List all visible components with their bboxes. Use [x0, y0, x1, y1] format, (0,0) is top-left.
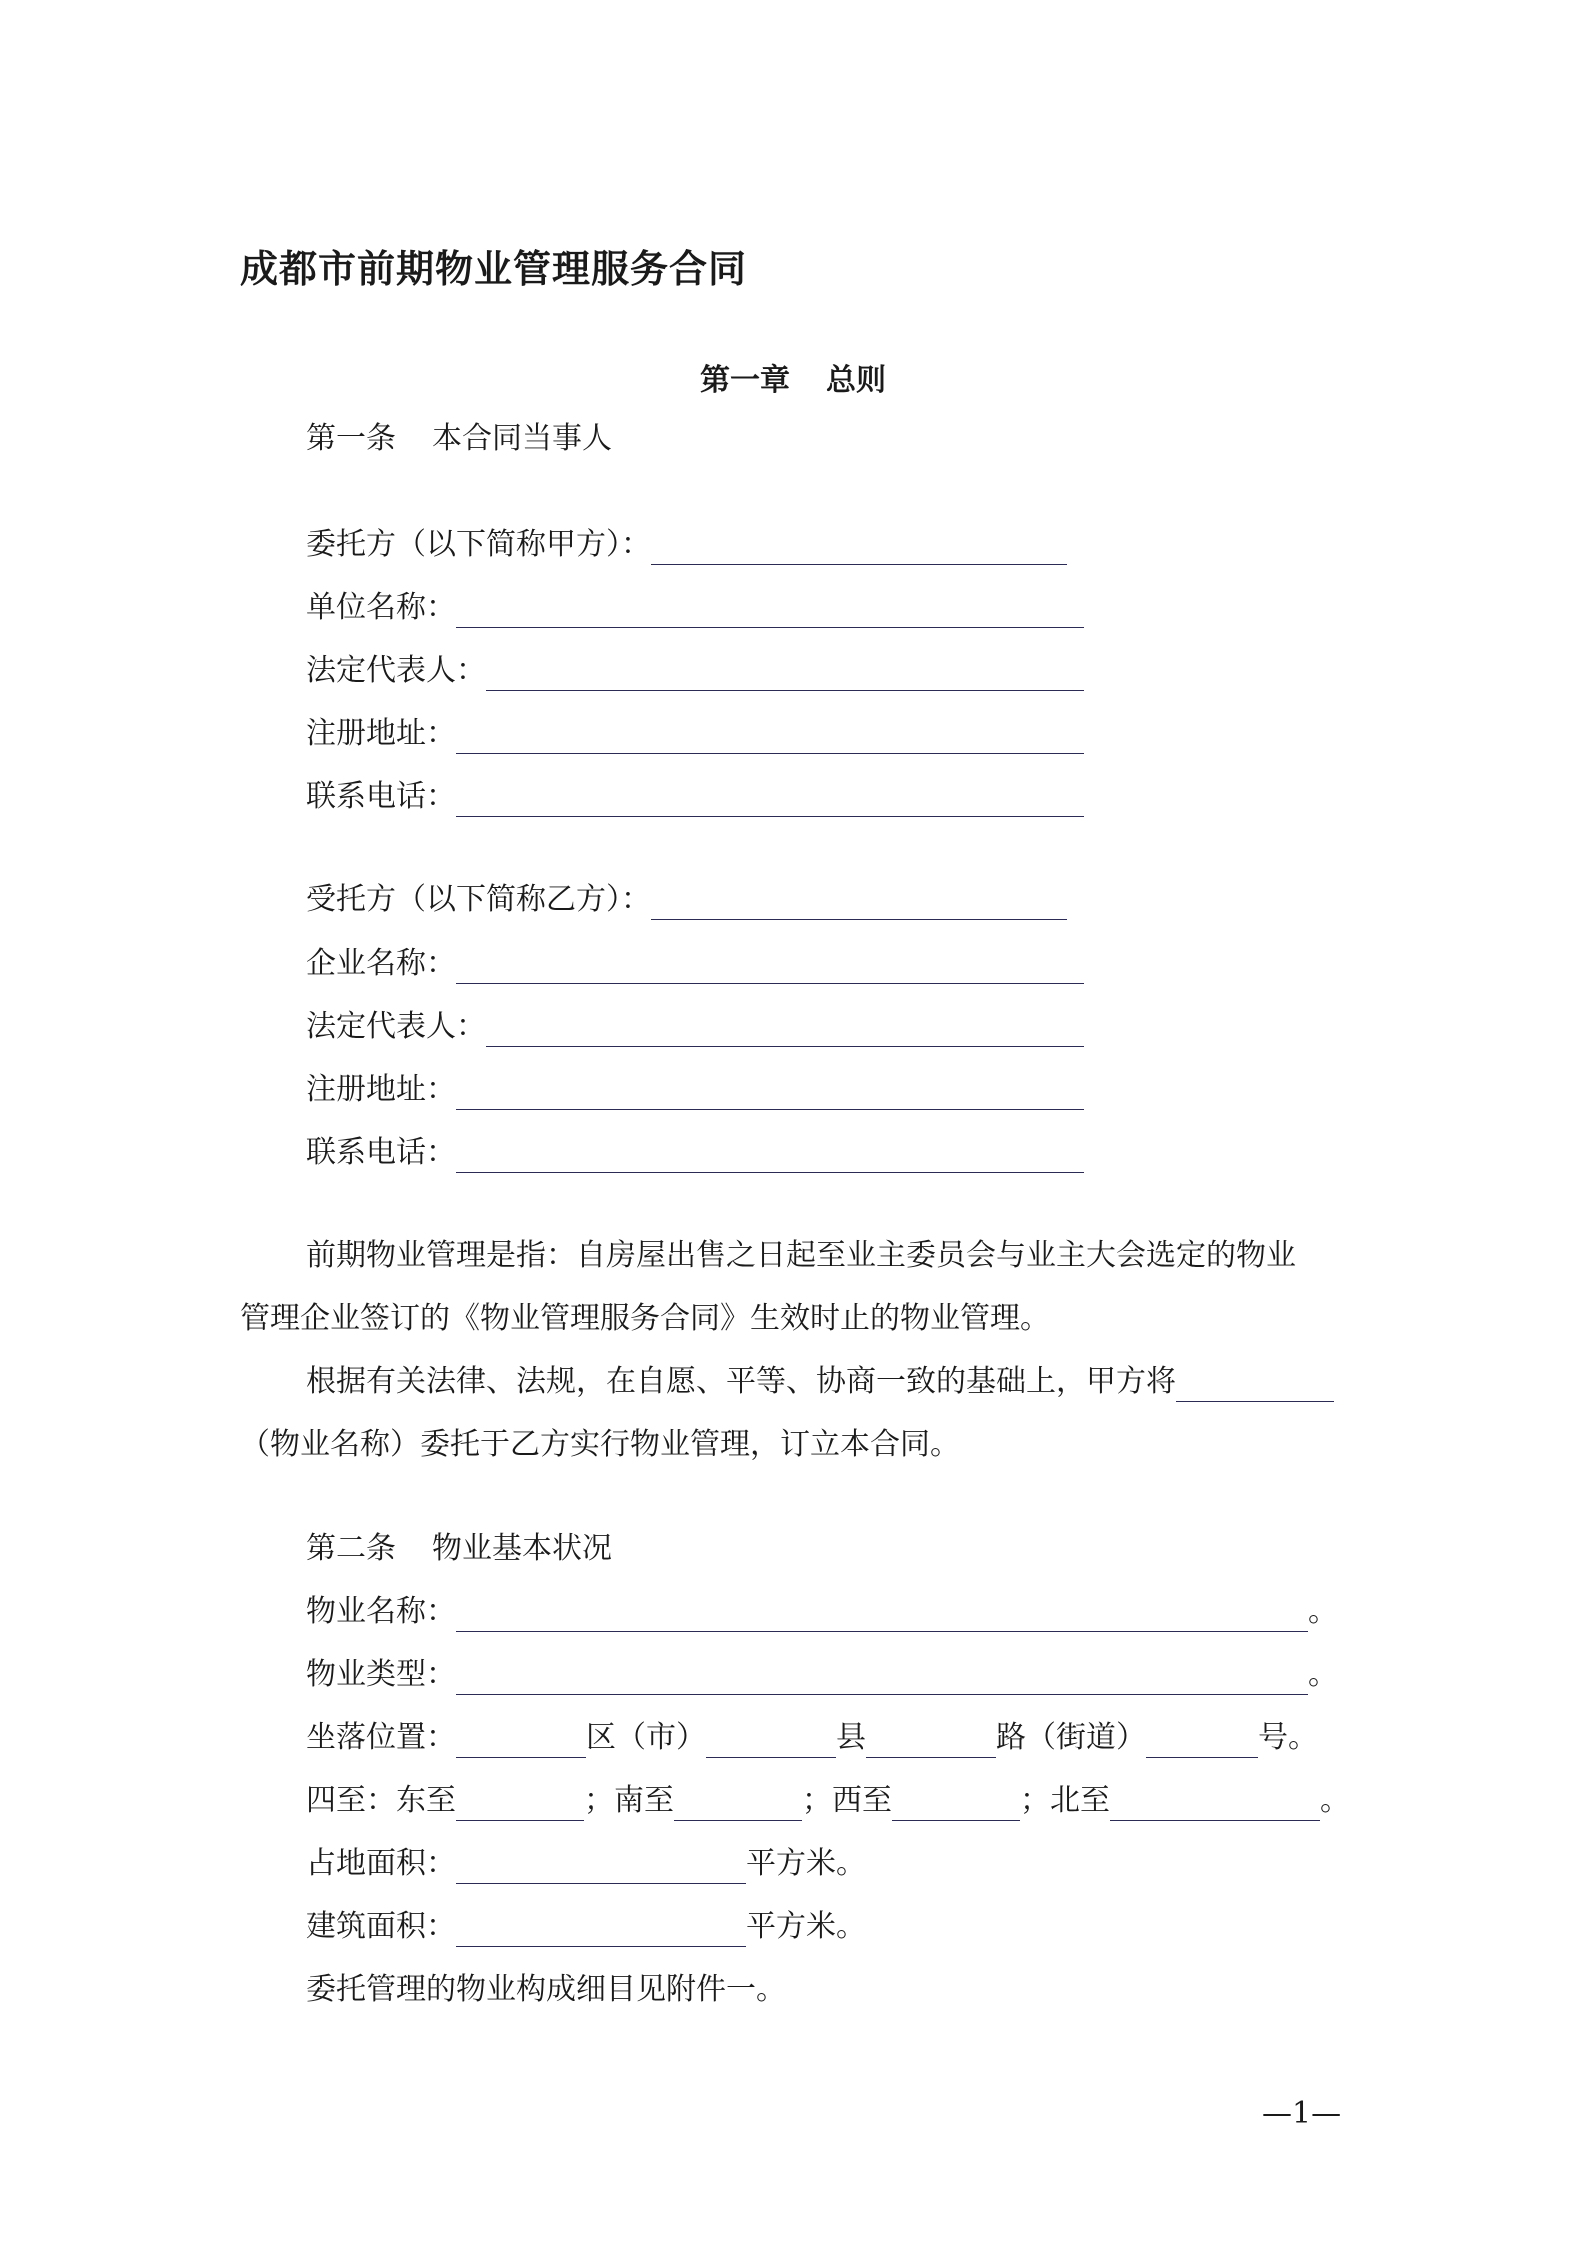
definition-line-1: 前期物业管理是指：自房屋出售之日起至业主委员会与业主大会选定的物业 — [306, 1238, 1296, 1273]
bounds-south-label: ；南至 — [584, 1783, 674, 1818]
west-blank — [892, 1786, 1020, 1821]
party-a-field-label: 联系电话： — [306, 779, 456, 814]
party-a-field-label: 注册地址： — [306, 716, 456, 751]
page-number: —1— — [1262, 2096, 1342, 2131]
chapter-name: 总则 — [826, 363, 886, 398]
number-label: 号。 — [1258, 1720, 1318, 1755]
party-b-label: 受托方（以下简称乙方）： — [306, 882, 651, 917]
party-b-field-blank — [486, 1012, 1084, 1047]
party-b-field-row — [306, 1007, 1084, 1047]
property-type-row — [306, 1655, 1338, 1695]
county-blank — [706, 1723, 836, 1758]
party-b-field-blank — [456, 1138, 1084, 1173]
party-b-field-row — [306, 1133, 1084, 1173]
article-2-title: 物业基本状况 — [432, 1531, 612, 1566]
party-a-field-row — [306, 651, 1084, 691]
party-a-label: 委托方（以下简称甲方）： — [306, 527, 651, 562]
building-area-blank — [456, 1912, 746, 1947]
property-name-label: 物业名称： — [306, 1594, 456, 1629]
article-1-heading — [306, 419, 612, 459]
county-label: 县 — [836, 1720, 866, 1755]
party-a-field-row — [306, 588, 1084, 628]
district-label: 区（市） — [586, 1720, 706, 1755]
land-area-blank — [456, 1849, 746, 1884]
building-area-label: 建筑面积： — [306, 1909, 456, 1944]
basis-line-1 — [306, 1362, 1334, 1402]
party-b-field-row — [306, 944, 1084, 984]
land-area-row — [306, 1844, 866, 1884]
basis-line-2: （物业名称）委托于乙方实行物业管理，订立本合同。 — [240, 1427, 960, 1462]
property-name-blank — [1176, 1367, 1334, 1402]
party-a-field-blank — [456, 719, 1084, 754]
party-a-blank — [651, 530, 1067, 565]
party-a-field-blank — [486, 656, 1084, 691]
land-area-label: 占地面积： — [306, 1846, 456, 1881]
party-b-field-label: 法定代表人： — [306, 1009, 486, 1044]
north-blank — [1110, 1786, 1320, 1821]
period-mark: 。 — [1308, 1594, 1338, 1629]
party-b-row — [306, 880, 1067, 920]
bounds-north-label: ；北至 — [1020, 1783, 1110, 1818]
definition-line-2: 管理企业签订的《物业管理服务合同》生效时止的物业管理。 — [240, 1301, 1050, 1336]
basis-text: 根据有关法律、法规，在自愿、平等、协商一致的基础上，甲方将 — [306, 1364, 1176, 1399]
document-title: 成都市前期物业管理服务合同 — [240, 247, 748, 291]
party-a-field-row — [306, 777, 1084, 817]
article-1-number: 第一条 — [306, 421, 396, 456]
party-a-row — [306, 525, 1067, 565]
party-a-field-blank — [456, 593, 1084, 628]
article-2-heading — [306, 1529, 612, 1569]
article-1-title: 本合同当事人 — [432, 421, 612, 456]
property-name-field-blank — [456, 1597, 1308, 1632]
party-a-field-row — [306, 714, 1084, 754]
road-blank — [866, 1723, 996, 1758]
chapter-number: 第一章 — [700, 363, 790, 398]
building-area-row — [306, 1907, 866, 1947]
district-blank — [456, 1723, 586, 1758]
property-name-row — [306, 1592, 1338, 1632]
article-2-number: 第二条 — [306, 1531, 396, 1566]
location-label: 坐落位置： — [306, 1720, 456, 1755]
property-type-label: 物业类型： — [306, 1657, 456, 1692]
chapter-heading — [700, 355, 886, 399]
road-label: 路（街道） — [996, 1720, 1146, 1755]
party-b-blank — [651, 885, 1067, 920]
east-blank — [456, 1786, 584, 1821]
bounds-end: 。 — [1320, 1783, 1350, 1818]
party-b-field-label: 企业名称： — [306, 946, 456, 981]
number-blank — [1146, 1723, 1258, 1758]
party-b-field-row — [306, 1070, 1084, 1110]
party-b-field-label: 注册地址： — [306, 1072, 456, 1107]
area-unit: 平方米。 — [746, 1846, 866, 1881]
party-a-field-label: 法定代表人： — [306, 653, 486, 688]
bounds-row — [306, 1781, 1350, 1821]
party-a-field-blank — [456, 782, 1084, 817]
south-blank — [674, 1786, 802, 1821]
bounds-east-label: 四至：东至 — [306, 1783, 456, 1818]
party-b-field-label: 联系电话： — [306, 1135, 456, 1170]
bounds-west-label: ；西至 — [802, 1783, 892, 1818]
property-type-blank — [456, 1660, 1308, 1695]
period-mark: 。 — [1308, 1657, 1338, 1692]
party-a-field-label: 单位名称： — [306, 590, 456, 625]
appendix-note: 委托管理的物业构成细目见附件一。 — [306, 1972, 786, 2007]
party-b-field-blank — [456, 949, 1084, 984]
party-b-field-blank — [456, 1075, 1084, 1110]
area-unit: 平方米。 — [746, 1909, 866, 1944]
location-row — [306, 1718, 1318, 1758]
